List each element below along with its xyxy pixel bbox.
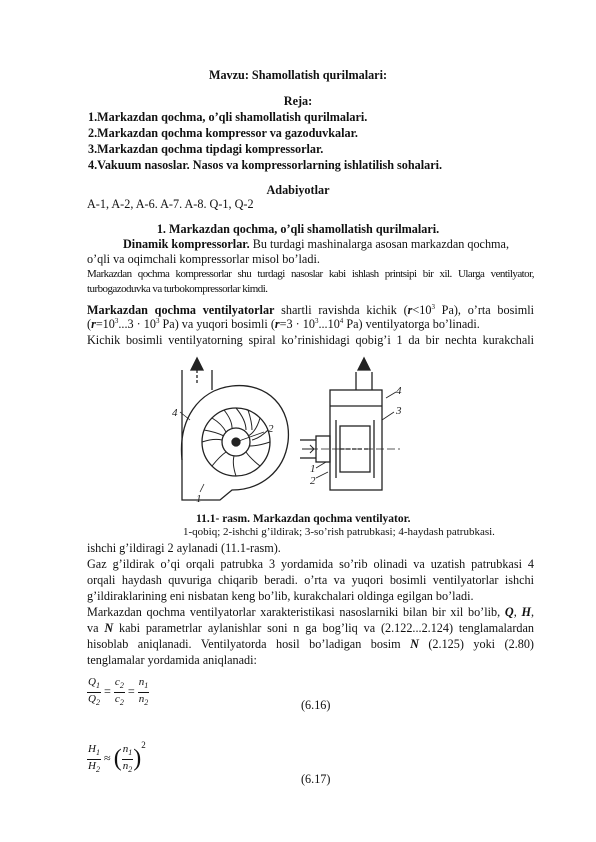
eq-approx: ≈ bbox=[104, 751, 111, 765]
paragraph-line: tenglamalar yordamida aniqlanadi: bbox=[87, 653, 257, 667]
paragraph-line: Kichik bosimli ventilyatorning spiral ko’rinishidagi qobig’i 1 da bir nechta kurakchali bbox=[87, 333, 534, 347]
eq-sub: 2 bbox=[119, 681, 124, 691]
eq-paren-open: ( bbox=[113, 745, 122, 772]
text: <10 bbox=[412, 303, 432, 318]
fig-label-impeller-2: 2 bbox=[268, 423, 274, 435]
symbol-H: H bbox=[521, 605, 531, 619]
text: Pa), o’rta bosimli bbox=[434, 303, 534, 318]
equation-6-17 bbox=[87, 740, 146, 776]
paragraph-line: ishchi g’ildiragi 2 aylanadi (11.1-rasm). bbox=[87, 541, 281, 555]
fig-label-side-4: 4 bbox=[396, 385, 402, 397]
text: Markazdan qochma ventilyatorlar xarakteristikasi nasoslarniki bilan bir xil bo’lib, bbox=[87, 605, 501, 619]
eq-sub: 2 bbox=[95, 764, 100, 774]
eq-sub: 2 bbox=[119, 698, 124, 708]
eq-var: c bbox=[114, 676, 120, 688]
eq-var: Q bbox=[88, 693, 96, 706]
text: hisoblab aniqlanadi. Ventilyatorda hosil bo’ladigan bosim bbox=[87, 637, 401, 651]
term-centrifugal-fans: Markazdan qochma ventilyatorlar bbox=[87, 303, 275, 318]
exponent: 3 bbox=[155, 317, 160, 325]
text: ...10 bbox=[318, 317, 340, 332]
eq-sub: 2 bbox=[144, 698, 149, 708]
fraction-Q bbox=[87, 676, 101, 709]
text: Pa) ventilyatorga bo’linadi. bbox=[343, 317, 480, 332]
symbol-N: N bbox=[410, 637, 419, 651]
symbol-r: r bbox=[274, 317, 280, 332]
equation-number-6-17: (6.17) bbox=[301, 772, 331, 786]
paragraph-line: g’ildiraklarining eni nisbatan keng bo’lib, kurakchalari oldinga egilgan bo’ladi. bbox=[87, 589, 474, 603]
plan-item-4: 4.Vakuum nasoslar. Nasos va kompressorlarning ishlatilish sohalari. bbox=[88, 158, 443, 172]
exponent: 3 bbox=[314, 317, 319, 325]
plan-item-3: 3.Markazdan qochma tipdagi kompressorlar. bbox=[88, 142, 324, 156]
symbol-r: r bbox=[91, 317, 96, 332]
paragraph-line: Markazdan qochma kompressorlar shu turdagi nasoslar kabi ishlash printsipi bir xil. Ularga ventilyator, bbox=[87, 268, 534, 280]
eq-sub: 2 bbox=[128, 764, 133, 774]
section-heading: 1. Markazdan qochma, o’qli shamollatish qurilmalari. bbox=[156, 222, 440, 236]
paragraph-line: turbogazoduvka va turbokompressorlar kimdi. bbox=[87, 283, 268, 295]
text: kabi parametrlar aylanishlar soni n ga bog’liq va (2.122...2.124) tenglamalardan bbox=[119, 621, 534, 635]
paragraph-text: Bu turdagi mashinalarga asosan markazdan qochma, bbox=[249, 237, 509, 251]
paragraph-line: Gaz g’ildirak o’qi orqali patrubka 3 yordamida so’rib olinadi va uzatish patrubkasi 4 bbox=[87, 557, 534, 571]
text: =3 · 10 bbox=[279, 317, 315, 332]
eq-power: 2 bbox=[141, 740, 146, 750]
text: (2.125) yoki (2.80) bbox=[428, 637, 534, 651]
fig-label-casing-4: 4 bbox=[172, 407, 178, 419]
paragraph-fans-line-2 bbox=[87, 317, 480, 332]
plan-item-1: 1.Markazdan qochma, o’qli shamollatish qurilmalari. bbox=[88, 110, 368, 124]
figure-subcaption: 1-qobiq; 2-ishchi g’ildirak; 3-so’rish patrubkasi; 4-haydash patrubkasi. bbox=[183, 526, 495, 538]
symbol-N: N bbox=[104, 621, 114, 635]
eq-var: n bbox=[138, 676, 145, 688]
eq-var: Q bbox=[88, 676, 96, 688]
plan-item-2: 2.Markazdan qochma kompressor va gazoduvkalar. bbox=[88, 126, 358, 140]
literature-list: A-1, A-2, A-6. A-7. A-8. Q-1, Q-2 bbox=[87, 197, 254, 211]
centrifugal-fan-figure bbox=[160, 350, 420, 510]
eq-var: n bbox=[122, 759, 129, 772]
text: shartli ravishda kichik ( bbox=[274, 303, 408, 318]
exponent: 3 bbox=[114, 317, 119, 325]
paragraph-fans-line-1 bbox=[87, 300, 534, 318]
eq-paren-close: ) bbox=[133, 745, 142, 772]
fraction-c bbox=[114, 676, 125, 709]
text: ( bbox=[87, 317, 92, 332]
paragraph-characteristics-line-3 bbox=[87, 637, 534, 652]
fraction-n bbox=[138, 676, 150, 709]
paragraph-dynamic-compressors bbox=[123, 237, 509, 252]
fig-label-side-2: 2 bbox=[310, 475, 316, 487]
fig-label-side-1: 1 bbox=[310, 463, 316, 475]
exponent: 4 bbox=[339, 317, 344, 325]
paragraph-characteristics-line-1: Markazdan qochma ventilyatorlar xarakteristikasi nasoslarniki bilan bir xil bo’lib, Q, H, bbox=[87, 605, 535, 619]
paragraph-line: orqali haydash quvuriga chiqarib beradi. o’rta va yuqori bosimli ventilyatorlar ishchi bbox=[87, 573, 534, 587]
eq-sub: 1 bbox=[95, 747, 100, 757]
paragraph-characteristics-line-2 bbox=[87, 621, 534, 636]
text: va bbox=[87, 621, 99, 635]
text: Pa) va yuqori bosimli ( bbox=[159, 317, 275, 332]
eq-var: n bbox=[122, 742, 129, 755]
eq-sub: 1 bbox=[95, 681, 100, 691]
eq-sub: 1 bbox=[128, 747, 133, 757]
plan-heading: Reja: bbox=[283, 94, 313, 108]
eq-var: H bbox=[88, 742, 96, 755]
paragraph-line: o’qli va oqimchali kompressorlar misol bo’ladi. bbox=[87, 252, 320, 266]
literature-heading: Adabiyotlar bbox=[266, 183, 330, 197]
equation-number-6-16: (6.16) bbox=[301, 698, 331, 712]
fraction-n-ratio bbox=[122, 743, 134, 776]
text: ...3 · 10 bbox=[118, 317, 156, 332]
eq-sub: 2 bbox=[95, 698, 100, 708]
symbol-r: r bbox=[407, 303, 413, 318]
equation-6-16 bbox=[87, 676, 149, 709]
eq-equals: = bbox=[104, 684, 111, 699]
eq-sub: 1 bbox=[144, 681, 149, 691]
figure-caption: 11.1- rasm. Markazdan qochma ventilyator. bbox=[196, 513, 411, 525]
fraction-H bbox=[87, 743, 101, 776]
exponent: 3 bbox=[431, 303, 435, 311]
text: =10 bbox=[95, 317, 115, 332]
eq-var: H bbox=[88, 759, 96, 772]
eq-var: c bbox=[114, 693, 120, 706]
fig-label-side-3: 3 bbox=[396, 405, 402, 417]
page-title: Mavzu: Shamollatish qurilmalari: bbox=[208, 68, 388, 82]
eq-equals: = bbox=[127, 684, 135, 699]
eq-var: n bbox=[138, 693, 145, 706]
symbol-Q: Q bbox=[504, 605, 514, 619]
fig-label-casing-1: 1 bbox=[196, 493, 202, 505]
term-dynamic-compressors: Dinamik kompressorlar. bbox=[123, 237, 250, 251]
